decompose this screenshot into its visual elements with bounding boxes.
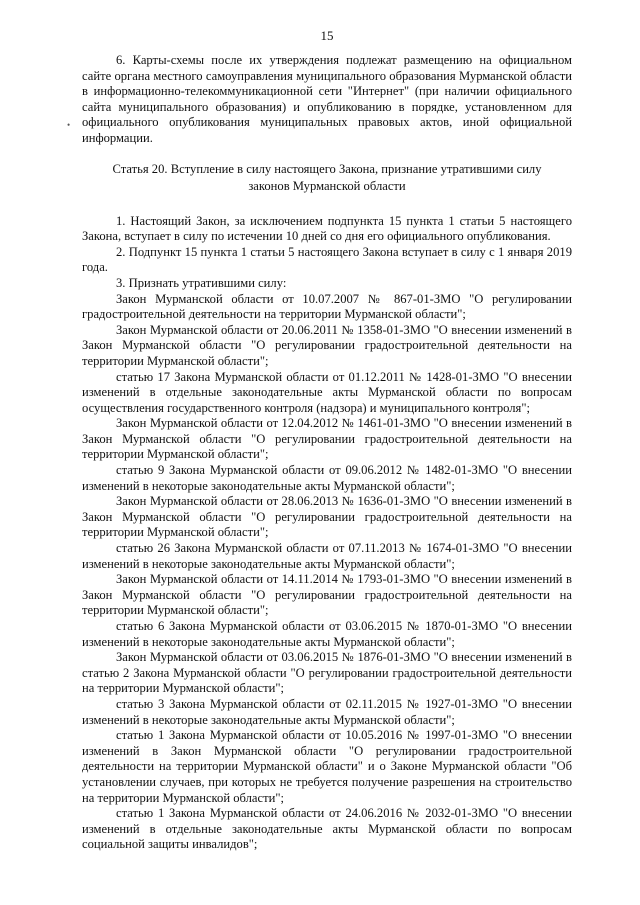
paragraph-1: 1. Настоящий Закон, за исключением подпункта 15 пункта 1 статьи 5 настоящего Закона, вступает в силу по истечении 10 дней со дня его официального опубликования. bbox=[82, 213, 572, 244]
repealed-item-6: Закон Мурманской области от 28.06.2013 № 1636-01-ЗМО "О внесении изменений в Закон Мурманской области "О регулировании градостроительной деятельности на территории Мурманской области"; bbox=[82, 494, 572, 540]
scan-mark: • bbox=[67, 120, 71, 130]
repealed-item-2: Закон Мурманской области от 20.06.2011 № 1358-01-ЗМО "О внесении изменений в Закон Мурманской области "О регулировании градостроительной деятельности на территории Мурманской области"; bbox=[82, 322, 572, 368]
repealed-item-11: статью 3 Закона Мурманской области от 02.11.2015 № 1927-01-ЗМО "О внесении изменений в некоторые законодательные акты Мурманской области"; bbox=[82, 696, 572, 727]
article-title: Статья 20. Вступление в силу настоящего Закона, признание утратившими силу законов Мурманской области bbox=[112, 161, 542, 193]
repealed-item-5: статью 9 Закона Мурманской области от 09.06.2012 № 1482-01-ЗМО "О внесении изменений в некоторые законодательные акты Мурманской области"; bbox=[82, 463, 572, 493]
repealed-item-3: статью 17 Закона Мурманской области от 01.12.2011 № 1428-01-ЗМО "О внесении изменений в отдельные законодательные акты Мурманской области по вопросам осуществления государственного контроля (надзора) и муниципального контроля"; bbox=[82, 369, 572, 415]
repealed-item-8: Закон Мурманской области от 14.11.2014 № 1793-01-ЗМО "О внесении изменений в Закон Мурманской области "О регулировании градостроительной деятельности на территории Мурманской области"; bbox=[82, 572, 572, 618]
repealed-item-13: статью 1 Закона Мурманской области от 24.06.2016 № 2032-01-ЗМО "О внесении изменений в отдельные законодательные акты Мурманской области по вопросам социальной защиты инвалидов"; bbox=[82, 806, 572, 852]
repealed-item-1: Закон Мурманской области от 10.07.2007 № 867-01-ЗМО "О регулировании градостроительной деятельности на территории Мурманской области"; bbox=[82, 291, 572, 322]
paragraph-6: 6. Карты-схемы после их утверждения подлежат размещению на официальном сайте органа местного самоуправления муниципального образования Мурманской области в информационно-телекоммуникационной сети "Интернет" (при наличии официального сайта муниципального образования) и опубликованию в порядке, установленном для официального опубликования муниципальных правовых актов, иной официальной информации. bbox=[82, 53, 572, 145]
paragraph-2: 2. Подпункт 15 пункта 1 статьи 5 настоящего Закона вступает в силу с 1 января 2019 года. bbox=[82, 244, 572, 275]
repealed-item-12: статью 1 Закона Мурманской области от 10.05.2016 № 1997-01-ЗМО "О внесении изменений в Закон Мурманской области "О регулировании градостроительной деятельности на территории Мурманской области" и о Законе Мурманской области "Об установлении случаев, при которых не требуется получение разрешения на строительство на территории Мурманской области"; bbox=[82, 728, 572, 805]
document-page bbox=[82, 28, 572, 853]
repealed-item-10: Закон Мурманской области от 03.06.2015 № 1876-01-ЗМО "О внесении изменений в статью 2 Закона Мурманской области "О регулировании градостроительной деятельности на территории Мурманской области"; bbox=[82, 650, 572, 696]
repealed-item-9: статью 6 Закона Мурманской области от 03.06.2015 № 1870-01-ЗМО "О внесении изменений в некоторые законодательные акты Мурманской области"; bbox=[82, 619, 572, 649]
page-number: 15 bbox=[320, 28, 334, 43]
repealed-item-7: статью 26 Закона Мурманской области от 07.11.2013 № 1674-01-ЗМО "О внесении изменений в некоторые законодательные акты Мурманской области"; bbox=[82, 541, 572, 571]
paragraph-3: 3. Признать утратившими силу: bbox=[116, 275, 287, 290]
repealed-item-4: Закон Мурманской области от 12.04.2012 № 1461-01-ЗМО "О внесении изменений в Закон Мурманской области "О регулировании градостроительной деятельности на территории Мурманской области"; bbox=[82, 416, 572, 462]
